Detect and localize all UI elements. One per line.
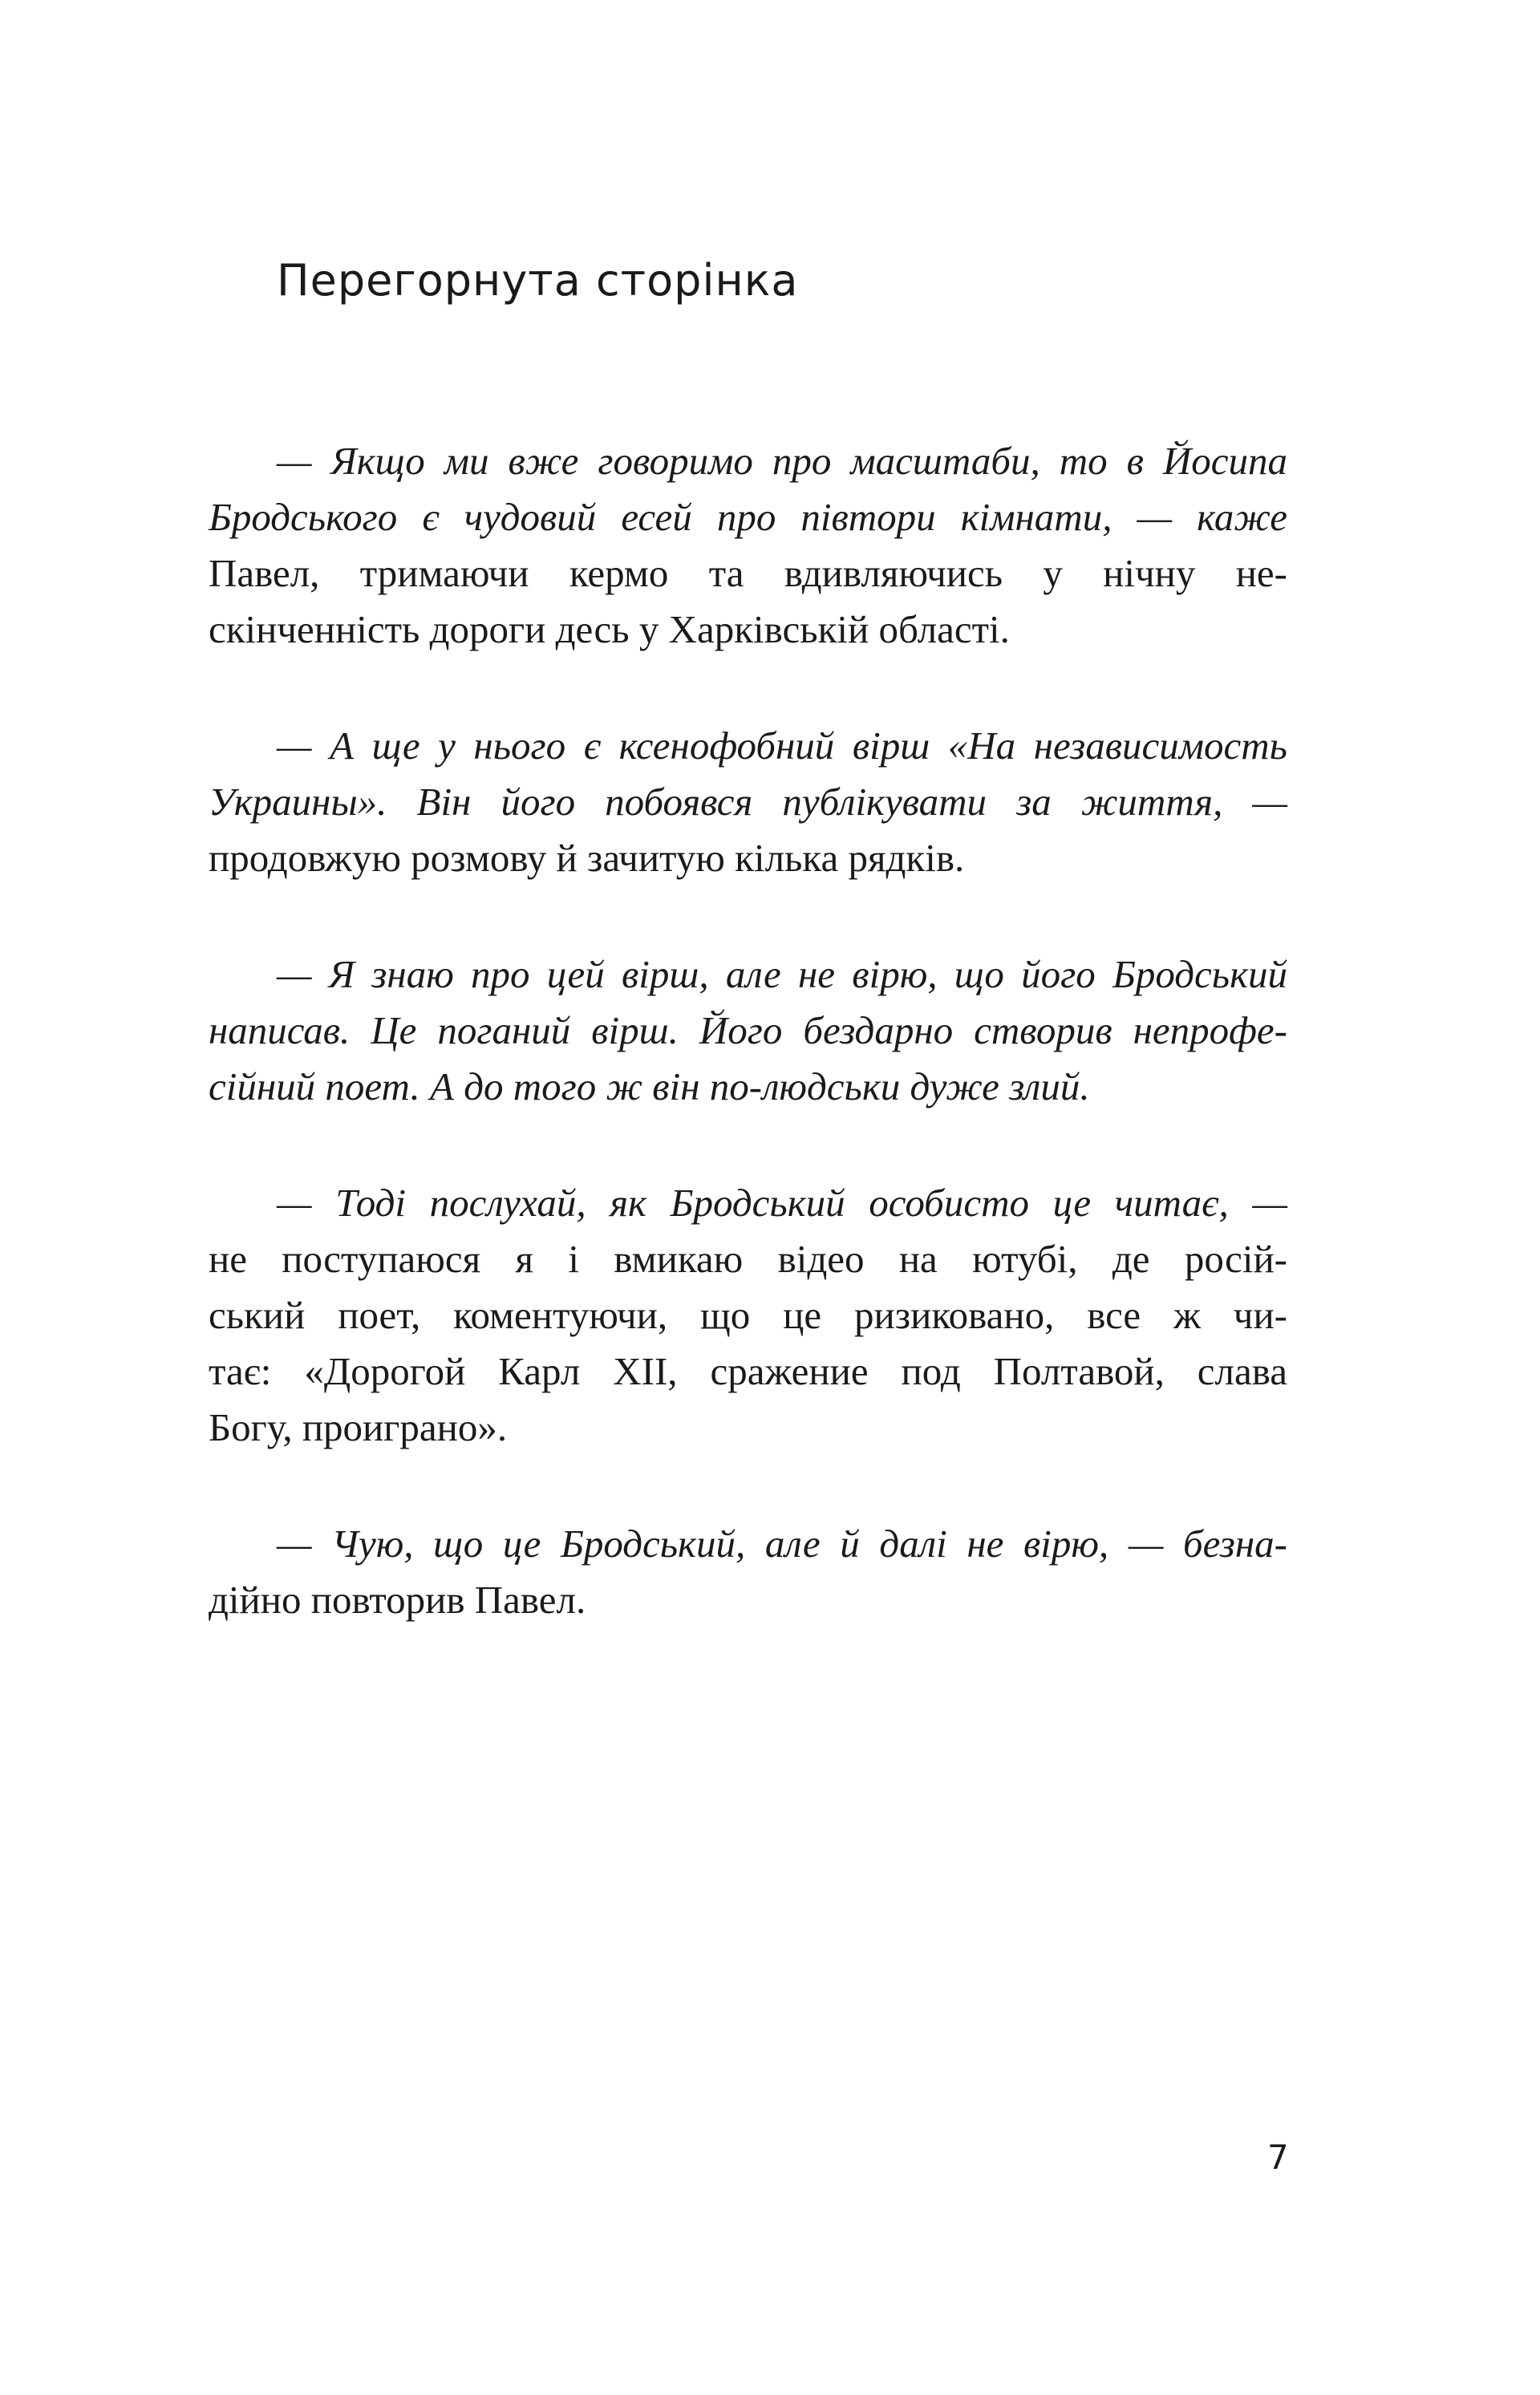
text-line: дійно повторив Павел. [209, 1578, 586, 1622]
paragraph-5 [209, 1516, 1287, 1628]
text-line: написав. Це поганий вірш. Його бездарно створив непрофе- [209, 1008, 1287, 1052]
text-line: сійний поет. А до того ж він по-людськи дуже злий. [209, 1064, 1090, 1108]
paragraph-3 [209, 946, 1287, 1115]
text-line: ський поет, коментуючи, що це ризиковано, все ж чи- [209, 1293, 1287, 1337]
paragraph-4 [209, 1175, 1287, 1456]
text-line: Павел, тримаючи кермо та вдивляючись у нічну не- [209, 551, 1287, 595]
text-line: Бродського є чудовий есей про півтори кімнати, — каже [209, 495, 1287, 539]
paragraph-2 [209, 718, 1287, 886]
text-line: — А ще у нього є ксенофобний вірш «На независимость [277, 723, 1287, 768]
text-line: — Тоді послухай, як Бродський особисто це читає, — [277, 1181, 1287, 1225]
text-line: продовжую розмову й зачитую кілька рядків. [209, 836, 965, 880]
text-line: скінченність дороги десь у Харківській області. [209, 607, 1010, 651]
text-line: тає: «Дорогой Карл XII, сражение под Полтавой, слава [209, 1349, 1287, 1393]
text-line: — Я знаю про цей вірш, але не вірю, що його Бродський [277, 952, 1287, 996]
text-line: — Якщо ми вже говоримо про масштаби, то в Йосипа [277, 439, 1287, 483]
paragraph-1 [209, 433, 1287, 658]
chapter-title: Перегорнута сторінка [277, 255, 799, 306]
text-line: — Чую, що це Бродський, але й далі не вірю, — безна- [277, 1522, 1287, 1566]
text-line: не поступаюся я і вмикаю відео на ютубі, де росій- [209, 1237, 1287, 1281]
text-line: Богу, проиграно». [209, 1405, 508, 1449]
page-number: 7 [1267, 2138, 1289, 2177]
text-line: Украины». Він його побоявся публікувати за життя, — [209, 780, 1287, 824]
